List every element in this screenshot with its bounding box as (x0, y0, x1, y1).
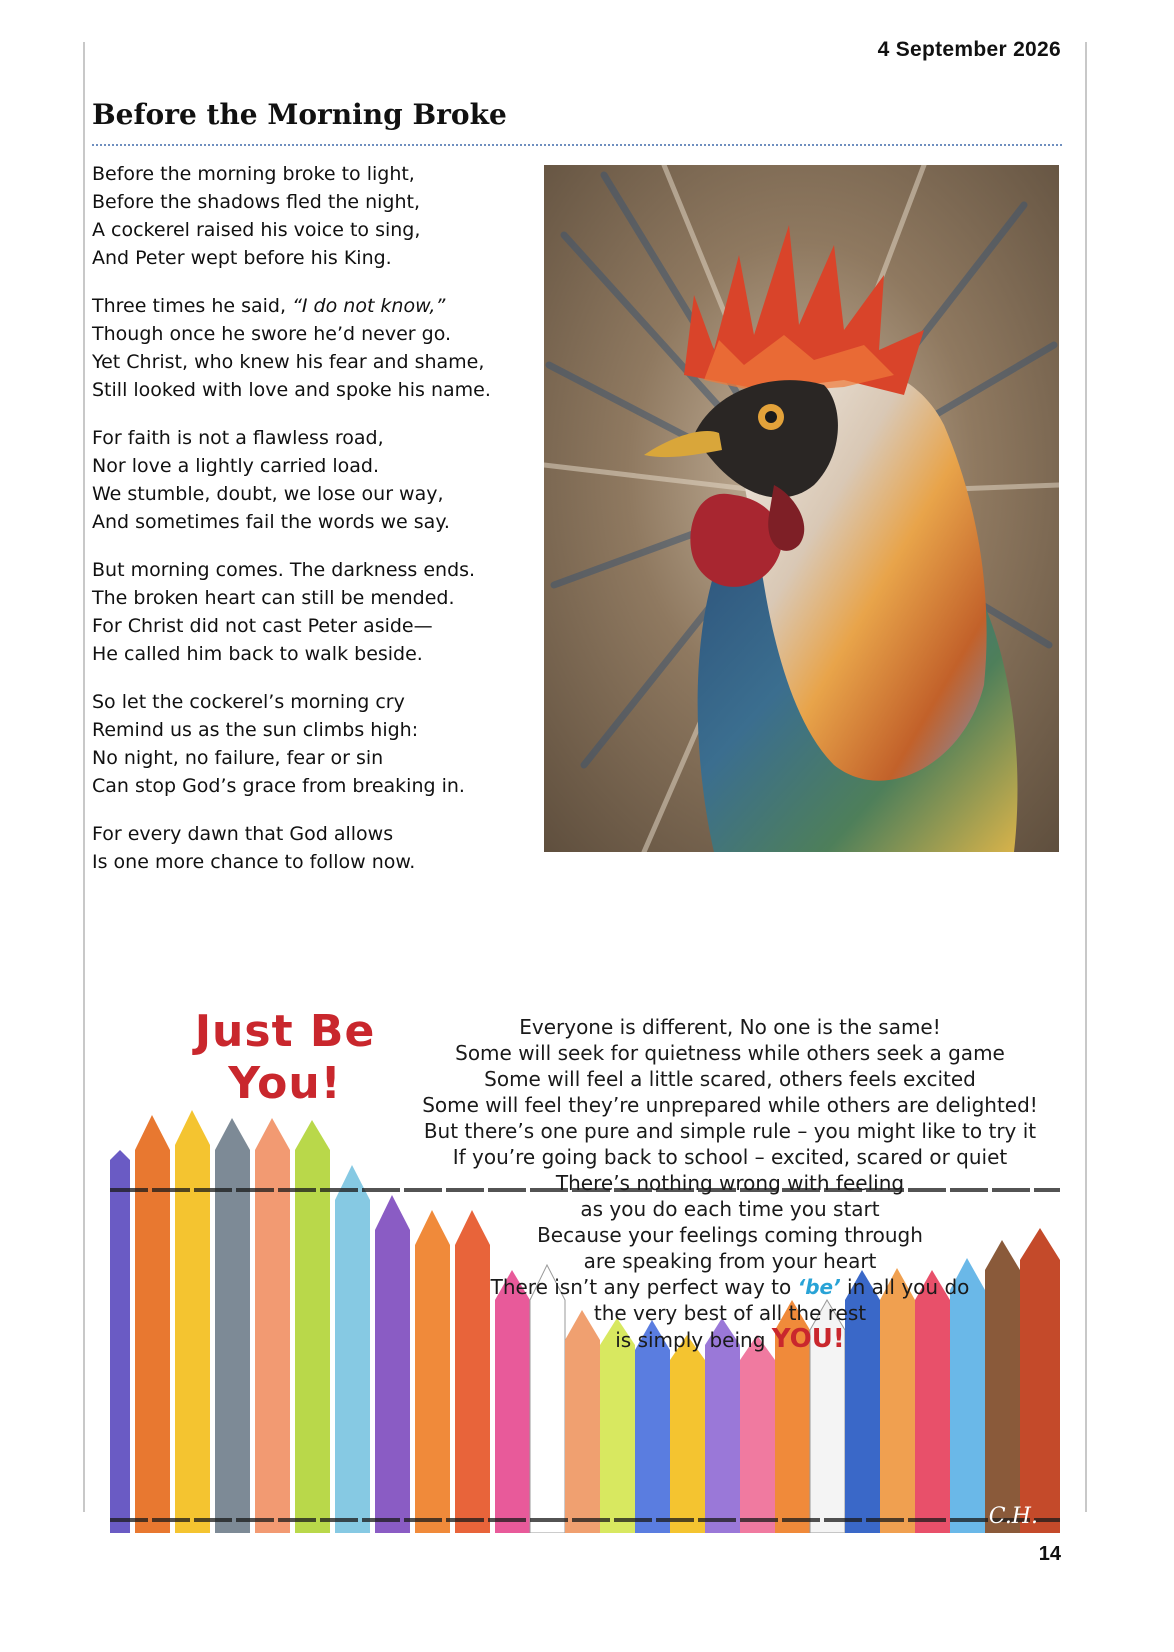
banner-title-line: You! (228, 1058, 342, 1109)
page-number: 14 (1038, 1543, 1061, 1565)
verse-line: There’s nothing wrong with feeling (555, 1171, 905, 1195)
you-highlight: YOU! (771, 1324, 845, 1354)
poem-line: Before the shadows fled the night, (92, 191, 421, 213)
poem-line: Before the morning broke to light, (92, 163, 415, 185)
poem-line: Yet Christ, who knew his fear and shame, (92, 351, 485, 373)
left-margin-line (83, 42, 85, 1512)
verse-line-start: is simply being (615, 1328, 772, 1352)
poem-line: So let the cockerel’s morning cry (92, 691, 405, 713)
poem (92, 160, 532, 896)
poem-line: Still looked with love and spoke his name. (92, 379, 491, 401)
poem-line: Can stop God’s grace from breaking in. (92, 775, 465, 797)
rooster-painting (544, 165, 1059, 852)
article-title: Before the Morning Broke (92, 98, 507, 131)
verse-line-start: There isn’t any perfect way to (490, 1275, 798, 1299)
poem-line: For every dawn that God allows (92, 823, 394, 845)
poem-line-start: Three times he said, (92, 295, 293, 317)
poem-line: Though once he swore he’d never go. (92, 323, 452, 345)
poem-line: For faith is not a flawless road, (92, 427, 384, 449)
poem-line: And sometimes fail the words we say. (92, 511, 450, 533)
poem-line: And Peter wept before his King. (92, 247, 392, 269)
poem-line: No night, no failure, fear or sin (92, 747, 384, 769)
verse-line: Some will feel a little scared, others feels excited (484, 1067, 976, 1091)
just-be-you-banner (110, 1000, 1060, 1533)
right-margin-line (1085, 42, 1087, 1512)
verse-line: Some will feel they’re unprepared while others are delighted! (422, 1093, 1038, 1117)
stanza (92, 820, 532, 876)
stanza (92, 160, 532, 272)
verse-line: are speaking from your heart (583, 1249, 877, 1273)
stanza (92, 688, 532, 800)
rooster-illustration (544, 165, 1059, 852)
be-highlight: ‘be’ (797, 1275, 841, 1299)
banner-verse (410, 1014, 1050, 1353)
stanza (92, 424, 532, 536)
verse-line (410, 1326, 1050, 1353)
artist-signature: C.H. (988, 1504, 1038, 1529)
poem-line: For Christ did not cast Peter aside— (92, 615, 433, 637)
banner-title (180, 1006, 390, 1110)
poem-line: Is one more chance to follow now. (92, 851, 416, 873)
verse-line: Everyone is different, No one is the same! (519, 1015, 941, 1039)
poem-line: The broken heart can still be mended. (92, 587, 455, 609)
banner-title-line: Just Be (194, 1006, 376, 1057)
issue-date: 4 September 2026 (877, 38, 1061, 61)
poem-line (92, 292, 532, 320)
stanza (92, 556, 532, 668)
poem-line: He called him back to walk beside. (92, 643, 423, 665)
poem-line: A cockerel raised his voice to sing, (92, 219, 421, 241)
poem-line: We stumble, doubt, we lose our way, (92, 483, 444, 505)
verse-line: Some will seek for quietness while others seek a game (455, 1041, 1005, 1065)
title-divider (92, 144, 1062, 146)
verse-line: If you’re going back to school – excited, scared or quiet (452, 1145, 1008, 1169)
verse-line: the very best of all the rest (593, 1301, 867, 1325)
verse-line: as you do each time you start (580, 1197, 880, 1221)
poem-line: But morning comes. The darkness ends. (92, 559, 476, 581)
quoted-words: “I do not know,” (292, 295, 446, 317)
stanza (92, 292, 532, 404)
poem-line: Remind us as the sun climbs high: (92, 719, 419, 741)
poem-line: Nor love a lightly carried load. (92, 455, 380, 477)
verse-line: Because your feelings coming through (537, 1223, 923, 1247)
verse-line: But there’s one pure and simple rule – you might like to try it (423, 1119, 1037, 1143)
verse-line-end: in all you do (840, 1275, 970, 1299)
verse-line (410, 1274, 1050, 1300)
